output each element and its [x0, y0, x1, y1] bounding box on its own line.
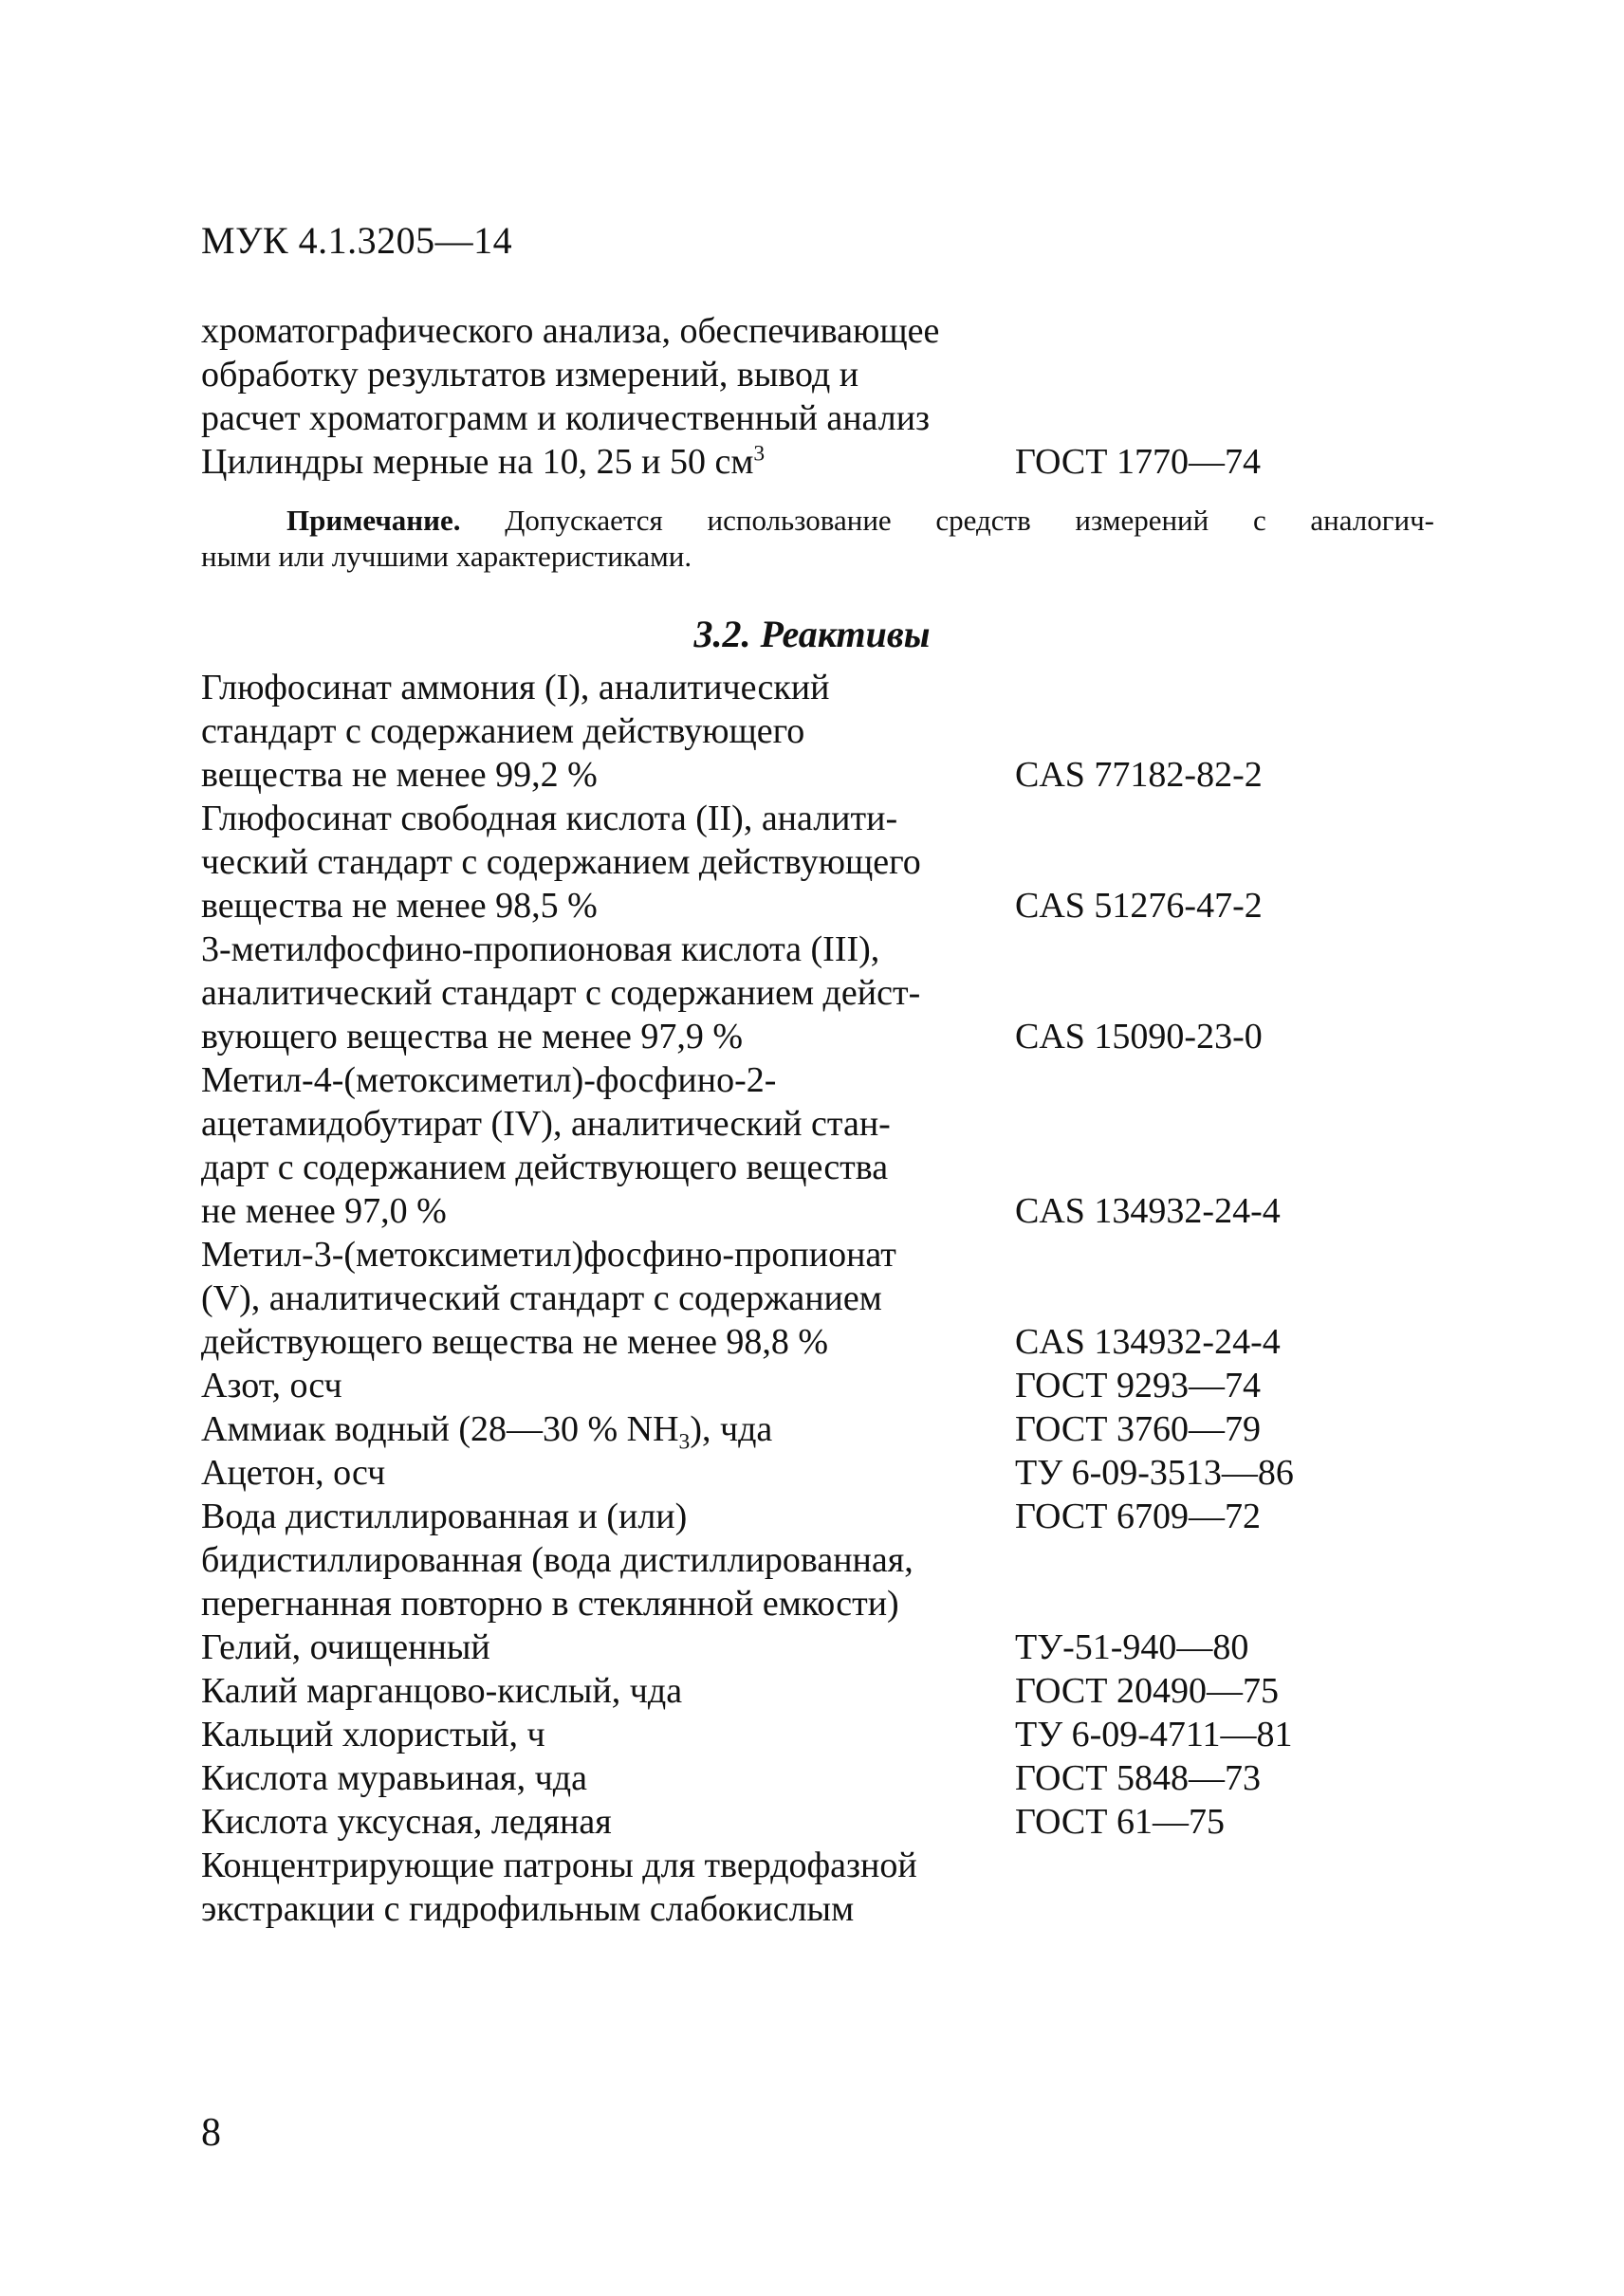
- list-item: [201, 797, 1434, 840]
- list-item: [201, 353, 1434, 396]
- page-number: 8: [201, 2111, 221, 2155]
- list-item: [201, 1233, 1434, 1277]
- item-reference: ГОСТ 20490—75: [1015, 1671, 1279, 1711]
- item-reference: CAS 77182-82-2: [1015, 755, 1263, 795]
- item-description: Калий марганцово-кислый, чда: [201, 1671, 683, 1711]
- item-description: стандарт с содержанием действующего: [201, 711, 805, 751]
- note-text: Допускается использование средств измерений с аналогич-: [505, 504, 1434, 537]
- item-reference: CAS 51276-47-2: [1015, 886, 1263, 926]
- note-label: Примечание.: [286, 504, 461, 537]
- item-reference: ГОСТ 5848—73: [1015, 1758, 1261, 1798]
- item-description: Кислота муравьиная, чда: [201, 1758, 587, 1798]
- note: [201, 503, 1434, 575]
- item-description: действующего вещества не менее 98,8 %: [201, 1322, 829, 1362]
- item-description: 3-метилфосфино-пропионовая кислота (III),: [201, 929, 880, 969]
- item-description: (V), аналитический стандарт с содержанием: [201, 1278, 882, 1318]
- item-reference: ТУ 6-09-4711—81: [1015, 1715, 1293, 1754]
- list-item: [201, 1887, 1434, 1931]
- list-item: [201, 1058, 1434, 1102]
- item-description: Гелий, очищенный: [201, 1627, 490, 1667]
- list-item: [201, 884, 1434, 928]
- list-item: [201, 309, 1434, 353]
- list-item: [201, 1015, 1434, 1058]
- item-description: Кислота уксусная, ледяная: [201, 1802, 612, 1842]
- item-reference: ГОСТ 3760—79: [1015, 1409, 1261, 1449]
- item-reference: ГОСТ 61—75: [1015, 1802, 1225, 1842]
- item-description: Кальций хлористый, ч: [201, 1715, 545, 1754]
- item-description: дарт с содержанием действующего вещества: [201, 1148, 889, 1187]
- item-description: аналитический стандарт с содержанием дейст-: [201, 973, 921, 1013]
- cylinders-text: Цилиндры мерные на 10, 25 и 50 см: [201, 442, 754, 482]
- item-description: Ацетон, осч: [201, 1453, 386, 1493]
- item-description: бидистиллированная (вода дистиллированная,: [201, 1540, 914, 1580]
- list-item: [201, 1277, 1434, 1320]
- list-item: [201, 1844, 1434, 1887]
- item-description: [201, 1407, 1015, 1455]
- list-item: [201, 1146, 1434, 1189]
- list-item: [201, 666, 1434, 709]
- subscript: 3: [678, 1429, 691, 1455]
- superscript: 3: [753, 441, 766, 467]
- list-item: [201, 1713, 1434, 1756]
- item-description: Вода дистиллированная и (или): [201, 1497, 688, 1536]
- item-description: расчет хроматограмм и количественный анализ: [201, 398, 931, 438]
- list-item: [201, 1451, 1434, 1495]
- item-description: обработку результатов измерений, вывод и: [201, 355, 859, 395]
- item-description: ацетамидобутират (IV), аналитический стан-: [201, 1104, 891, 1144]
- list-item: [201, 1495, 1434, 1538]
- item-reference: ГОСТ 6709—72: [1015, 1497, 1261, 1536]
- note-text: ными или лучшими характеристиками.: [201, 540, 692, 573]
- equipment-list: [201, 309, 1434, 484]
- list-item: [201, 1538, 1434, 1582]
- list-item: [201, 709, 1434, 753]
- document-header: МУК 4.1.3205—14: [201, 219, 513, 262]
- ammonia-text: Аммиак водный (28—30 % NH: [201, 1409, 679, 1449]
- item-description: Азот, осч: [201, 1366, 342, 1405]
- list-item: [201, 1407, 1434, 1455]
- item-description: вещества не менее 99,2 %: [201, 755, 598, 795]
- ammonia-text-end: ), чда: [690, 1409, 773, 1449]
- list-item: [201, 1626, 1434, 1669]
- item-description: хроматографического анализа, обеспечивающее: [201, 311, 940, 351]
- item-description: Концентрирующие патроны для твердофазной: [201, 1846, 917, 1885]
- list-item: [201, 753, 1434, 797]
- list-item: [201, 1364, 1434, 1407]
- list-item: [201, 440, 1434, 484]
- list-item: [201, 928, 1434, 971]
- item-reference: ГОСТ 1770—74: [1015, 442, 1261, 482]
- item-description: [201, 440, 1015, 484]
- list-item: [201, 1189, 1434, 1233]
- item-description: экстракции с гидрофильным слабокислым: [201, 1889, 855, 1929]
- section-title: 3.2. Реактивы: [693, 613, 931, 655]
- list-item: [201, 1669, 1434, 1713]
- item-reference: ТУ 6-09-3513—86: [1015, 1453, 1294, 1493]
- item-reference: CAS 15090-23-0: [1015, 1017, 1263, 1056]
- item-reference: CAS 134932-24-4: [1015, 1322, 1281, 1362]
- item-description: Глюфосинат свободная кислота (II), аналити-: [201, 799, 898, 838]
- item-description: вещества не менее 98,5 %: [201, 886, 598, 926]
- list-item: [201, 1320, 1434, 1364]
- list-item: [201, 1582, 1434, 1626]
- item-reference: CAS 134932-24-4: [1015, 1191, 1281, 1231]
- item-description: не менее 97,0 %: [201, 1191, 447, 1231]
- item-description: Метил-3-(метоксиметил)фосфино-пропионат: [201, 1235, 896, 1275]
- list-item: [201, 396, 1434, 440]
- item-description: вующего вещества не менее 97,9 %: [201, 1017, 744, 1056]
- list-item: [201, 1800, 1434, 1844]
- list-item: [201, 1756, 1434, 1800]
- list-item: [201, 840, 1434, 884]
- reagent-list: [201, 666, 1434, 1931]
- item-description: Глюфосинат аммония (I), аналитический: [201, 668, 830, 707]
- item-reference: ГОСТ 9293—74: [1015, 1366, 1261, 1405]
- item-description: Метил-4-(метоксиметил)-фосфино-2-: [201, 1060, 777, 1100]
- list-item: [201, 1102, 1434, 1146]
- item-description: перегнанная повторно в стеклянной емкости): [201, 1584, 899, 1624]
- list-item: [201, 971, 1434, 1015]
- item-description: ческий стандарт с содержанием действующего: [201, 842, 921, 882]
- item-reference: ТУ-51-940—80: [1015, 1627, 1249, 1667]
